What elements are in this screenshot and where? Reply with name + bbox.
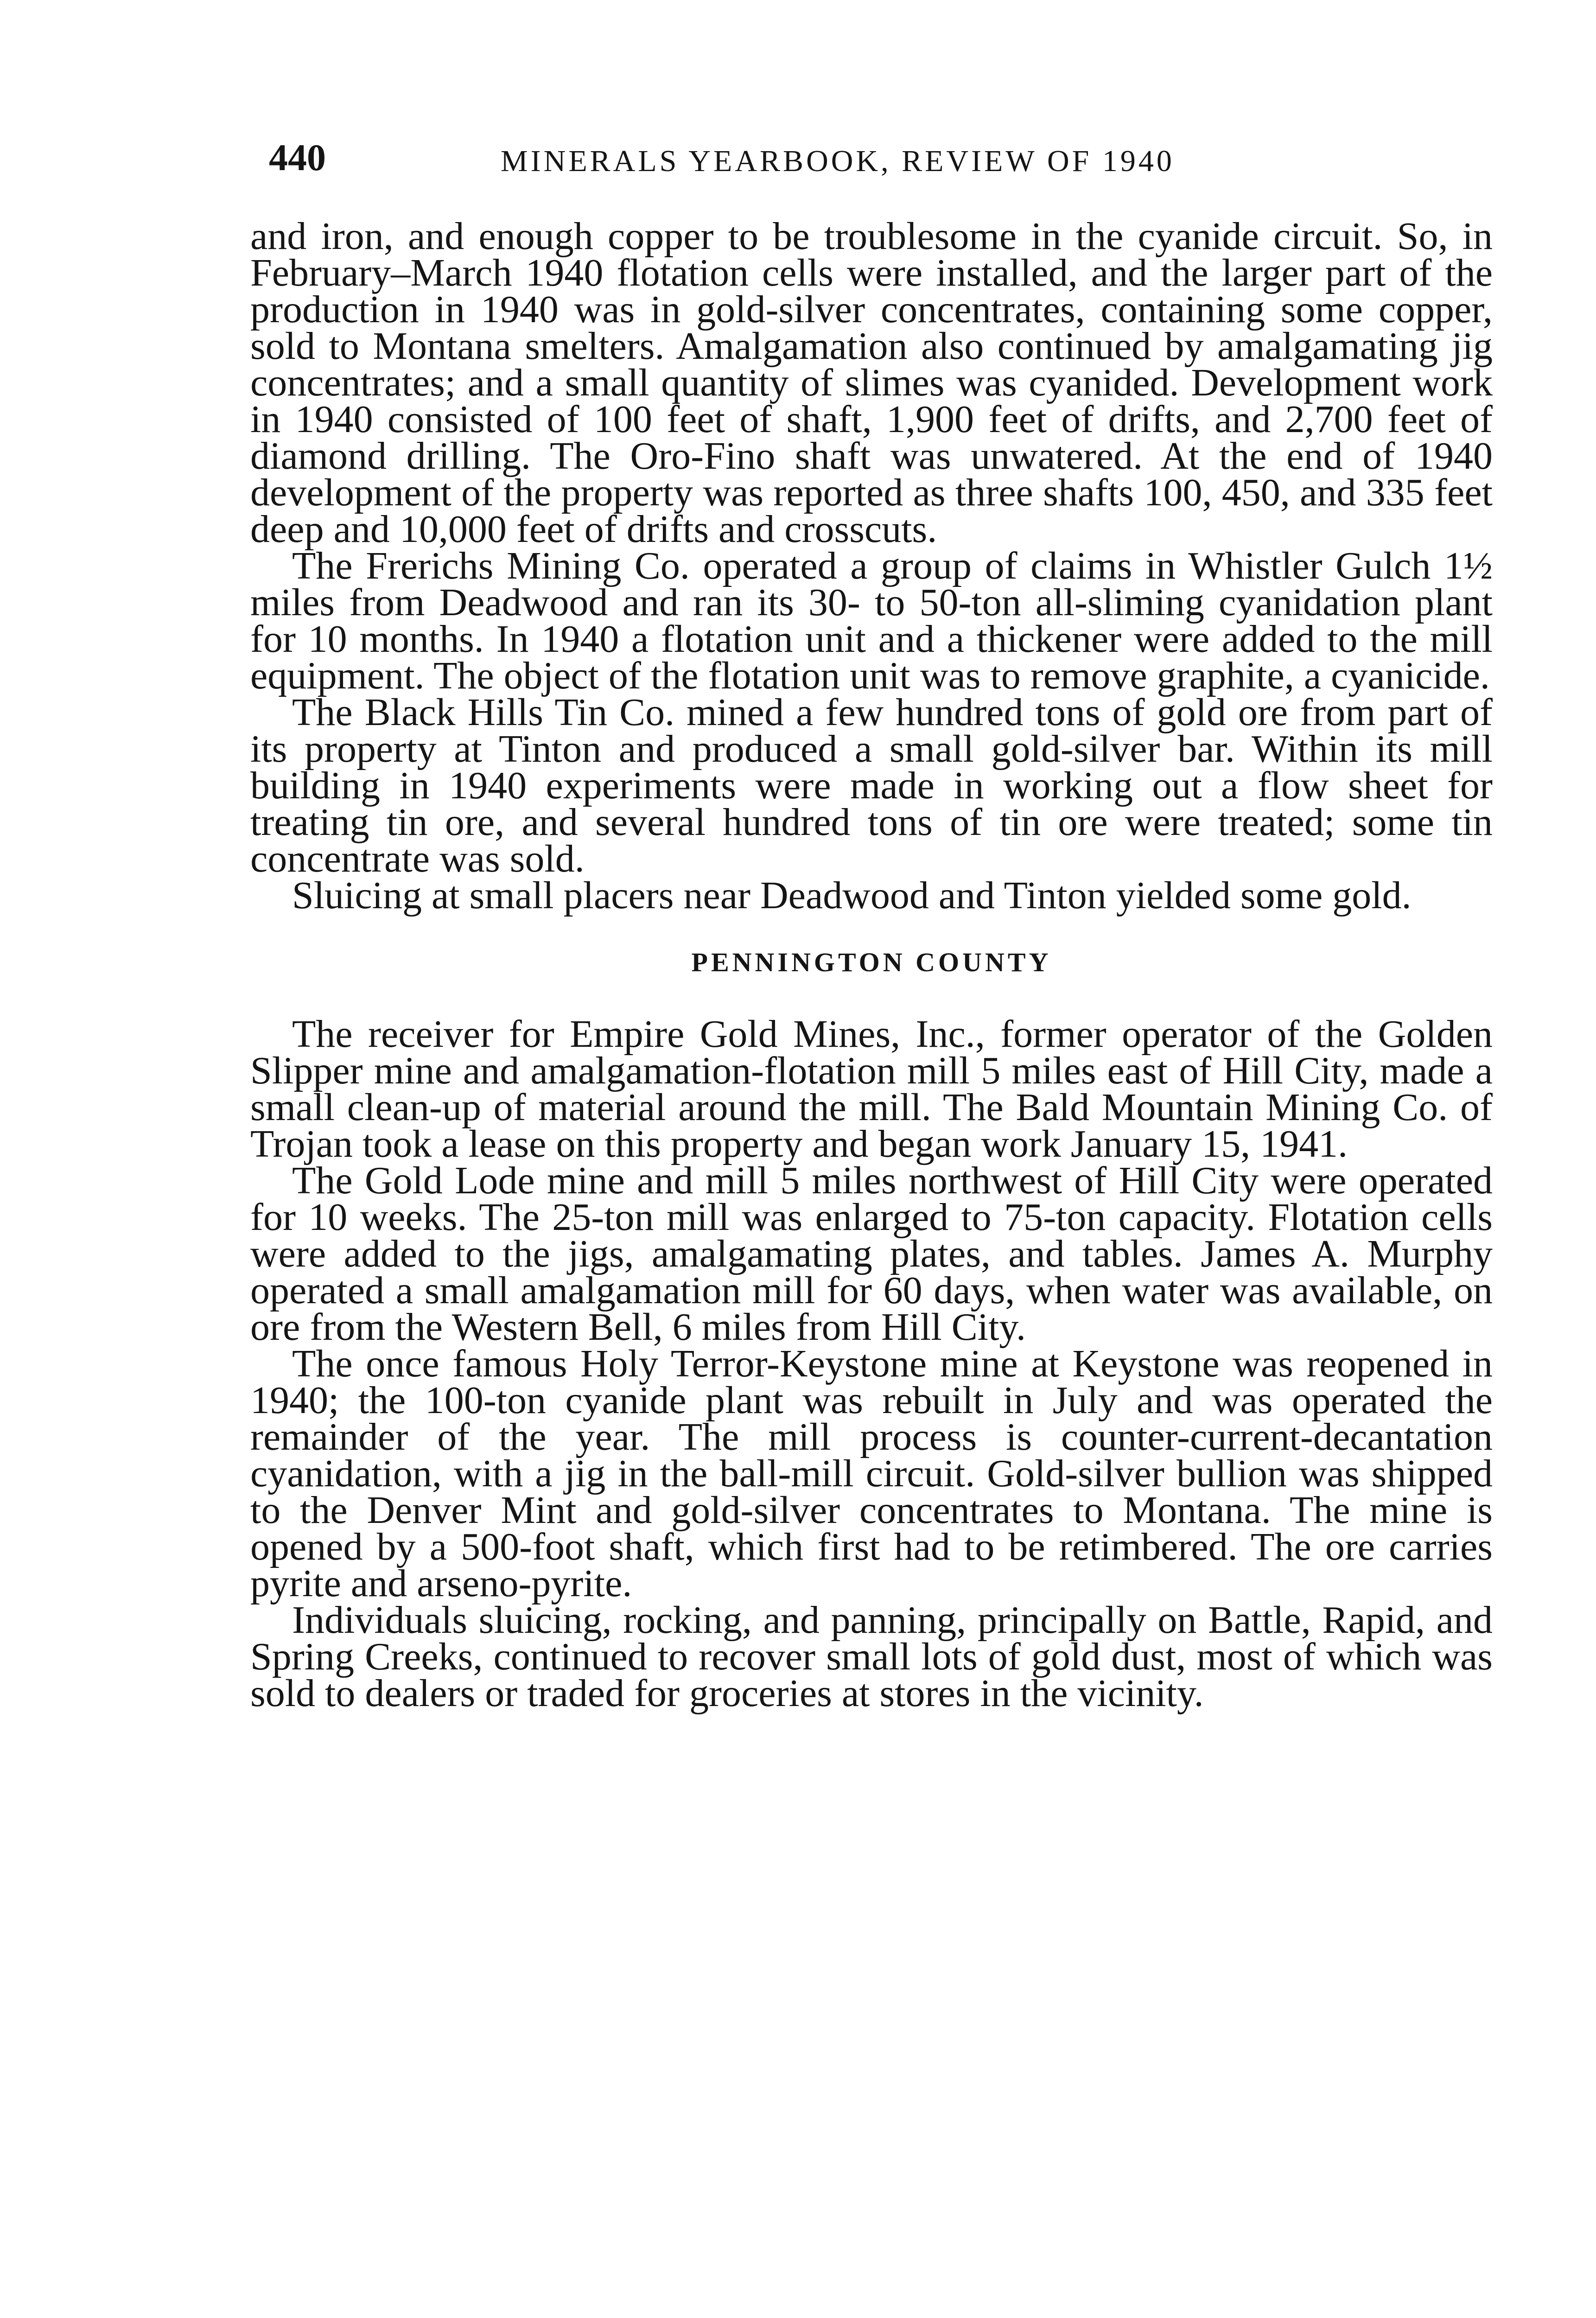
paragraph: The Gold Lode mine and mill 5 miles northwest of Hill City were operated for 10 weeks. The 25-ton mill was enlarged to 75-ton capacity. Flotation cells were added to the jigs, amalgamating plates, and tables. James A. Murphy operated a small amalgamation mill for 60 days, when water was available, on ore from the Western Bell, 6 miles from Hill City. [250, 1159, 1493, 1349]
page-number: 440 [269, 136, 326, 178]
body-text [250, 215, 1493, 1715]
paragraph: and iron, and enough copper to be troublesome in the cyanide circuit. So, in February–March 1940 flotation cells were installed, and the larger part of the production in 1940 was in gold-silver concentrates, containing some copper, sold to Montana smelters. Amalgamation also continued by amalgamating jig concentrates; and a small quantity of slimes was cyanided. Development work in 1940 consisted of 100 feet of shaft, 1,900 feet of drifts, and 2,700 feet of diamond drilling. The Oro-Fino shaft was unwatered. At the end of 1940 development of the property was reported as three shafts 100, 450, and 335 feet deep and 10,000 feet of drifts and crosscuts. [250, 215, 1493, 551]
paragraph: The Black Hills Tin Co. mined a few hundred tons of gold ore from part of its property at Tinton and produced a small gold-silver bar. Within its mill building in 1940 experiments were made in working out a flow sheet for treating tin ore, and several hundred tons of tin ore were treated; some tin concentrate was sold. [250, 691, 1493, 880]
paragraph: The once famous Holy Terror-Keystone mine at Keystone was reopened in 1940; the 100-ton cyanide plant was rebuilt in July and was operated the remainder of the year. The mill process is counter-current-decantation cyanidation, with a jig in the ball-mill circuit. Gold-silver bullion was shipped to the Denver Mint and gold-silver concentrates to Montana. The mine is opened by a 500-foot shaft, which first had to be retimbered. The ore carries pyrite and arseno-pyrite. [250, 1342, 1493, 1605]
paragraph: The receiver for Empire Gold Mines, Inc., former operator of the Golden Slipper mine and amalgamation-flotation mill 5 miles east of Hill City, made a small clean-up of material around the mill. The Bald Mountain Mining Co. of Trojan took a lease on this property and began work January 15, 1941. [250, 1013, 1493, 1165]
paragraph: The Frerichs Mining Co. operated a group of claims in Whistler Gulch 1½ miles from Deadwood and ran its 30- to 50-ton all-sliming cyanidation plant for 10 months. In 1940 a flotation unit and a thickener were added to the mill equipment. The object of the flotation unit was to remove graphite, a cyanicide. [250, 544, 1493, 697]
section-heading: PENNINGTON COUNTY [691, 947, 1052, 977]
running-title: MINERALS YEARBOOK, REVIEW OF 1940 [501, 144, 1175, 178]
paragraph: Individuals sluicing, rocking, and panning, principally on Battle, Rapid, and Spring Creeks, continued to recover small lots of gold dust, most of which was sold to dealers or traded for groceries at stores in the vicinity. [250, 1598, 1493, 1715]
running-head [250, 134, 1493, 181]
paragraph: Sluicing at small placers near Deadwood and Tinton yielded some gold. [292, 874, 1412, 917]
